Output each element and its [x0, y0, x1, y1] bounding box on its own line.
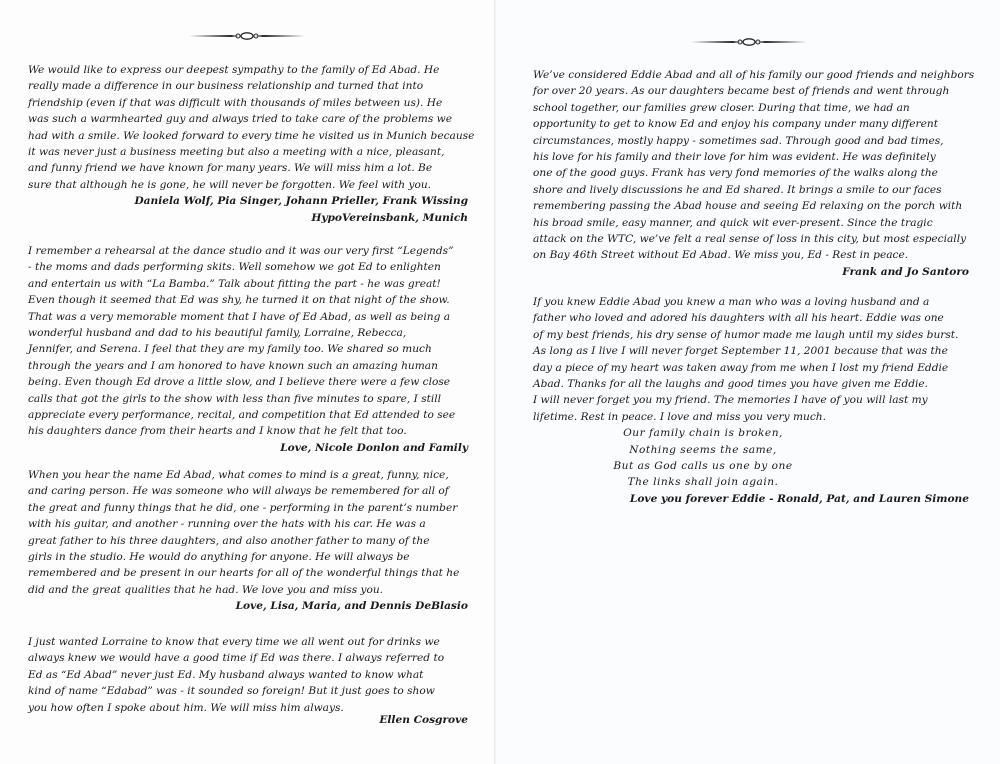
tribute-simone [533, 294, 969, 507]
tribute-line: of my best friends, his dry sense of humor made me laugh until my sides burst. [533, 328, 959, 341]
tribute-wolf [28, 62, 475, 226]
tribute-line: lifetime. Rest in peace. I love and miss you very much. [533, 410, 826, 423]
poem-line: Our family chain is broken, [623, 427, 783, 440]
poem [533, 425, 873, 491]
tribute-line: I just wanted Lorraine to know that every time we all went out for drinks we [28, 636, 440, 648]
tribute-line: remembered and be present in our hearts for all of the wonderful things that he [28, 567, 460, 580]
tribute-line: with his guitar, and another - running over the hats with his car. He was a [28, 518, 426, 531]
tribute-line: We’ve considered Eddie Abad and all of his family our good friends and neighbors [533, 69, 975, 81]
tribute-line: shore and lively discussions he and Ed shared. It brings a smile to our faces [533, 183, 942, 196]
tribute-line: calls that got the girls to the show with less than five minutes to spare, I still [28, 392, 442, 405]
tribute-line: I remember a rehearsal at the dance studio and it was our very first “Legends” [28, 245, 454, 257]
tribute-line: That was a very memorable moment that I have of Ed Abad, as well as being a [28, 310, 451, 323]
tribute-line: wonderful husband and dad to his beautiful family, Lorraine, Rebecca, [28, 327, 407, 340]
tribute-line: Even though it seemed that Ed was shy, he turned it on that night of the show. [28, 294, 450, 307]
poem-line: The links shall join again. [627, 476, 779, 489]
poem-line: Nothing seems the same, [629, 443, 777, 456]
tribute-line: school together, our families grew closer. During that time, we had an [533, 101, 910, 114]
ornament-divider-icon [689, 37, 809, 47]
left-page [0, 0, 496, 764]
tribute-line: girls in the studio. He would do anything for anyone. He will always be [28, 551, 410, 564]
tribute-line: did and the great qualities that he had. We love you and miss you. [28, 583, 384, 596]
tribute-signature: Ellen Cosgrove [379, 714, 468, 727]
tribute-line: circumstances, mostly happy - sometimes sad. Through good and bad times, [533, 134, 944, 147]
tribute-line: the great and funny things that he did, one - performing in the parent’s number [28, 501, 458, 514]
tribute-line: for over 20 years. As our daughters became best of friends and went through [533, 85, 950, 98]
tribute-santoro [533, 67, 975, 280]
tribute-line: and entertain us with “La Bamba.” Talk about fitting the part - he was great! [28, 277, 441, 290]
right-page [496, 0, 1000, 764]
tribute-signature: Love you forever Eddie - Ronald, Pat, and Lauren Simone [629, 492, 969, 505]
tribute-line: If you knew Eddie Abad you knew a man who was a loving husband and a [533, 296, 930, 308]
tribute-line: friendship (even if that was difficult with thousands of miles between us). He [28, 96, 443, 109]
tribute-line: - the moms and dads performing skits. Well somehow we got Ed to enlighten [28, 261, 441, 274]
tribute-line: I will never forget you my friend. The memories I have of you will last my [533, 394, 928, 407]
tribute-signature: HypoVereinsbank, Munich [311, 211, 468, 224]
tribute-line: had with a smile. We looked forward to every time he visited us in Munich because [28, 129, 475, 142]
tribute-line: it was never just a business meeting but also a meeting with a nice, pleasant, [28, 146, 445, 159]
poem-line: But as God calls us one by one [613, 460, 793, 473]
tribute-line: his broad smile, easy manner, and quick wit ever-present. Since the tragic [533, 216, 933, 229]
tribute-signature: Love, Lisa, Maria, and Dennis DeBlasio [235, 600, 468, 613]
tribute-signature: Love, Nicole Donlon and Family [280, 441, 468, 454]
tribute-line: really made a difference in our business relationship and turned that into [28, 80, 424, 93]
tribute-line: sure that although he is gone, he will never be forgotten. We feel with you. [28, 178, 432, 191]
tribute-donlon [28, 243, 468, 456]
tribute-line: was such a warmhearted guy and always tried to take care of the problems we [28, 113, 452, 126]
tribute-line: attack on the WTC, we’ve felt a real sense of loss in this city, but most especially [533, 233, 967, 246]
tribute-line: you how often I spoke about him. We will miss him always. [28, 701, 344, 714]
ornament-divider-icon [187, 31, 307, 41]
tribute-line: day a piece of my heart was taken away from me when I lost my friend Eddie [533, 361, 949, 374]
tribute-line: appreciate every performance, recital, and competition that Ed attended to see [28, 409, 456, 422]
tribute-cosgrove [28, 634, 468, 728]
tribute-line: opportunity to get to know Ed and enjoy his company under many different [533, 118, 938, 131]
tribute-line: Abad. Thanks for all the laughs and good times you have given me Eddie. [533, 378, 929, 391]
tribute-line: on Bay 46th Street without Ed Abad. We miss you, Ed - Rest in peace. [533, 249, 909, 262]
tribute-line: one of the good guys. Frank has very fond memories of the walks along the [533, 167, 938, 180]
tribute-line: We would like to express our deepest sympathy to the family of Ed Abad. He [28, 64, 440, 76]
tribute-signature: Frank and Jo Santoro [842, 265, 969, 278]
tribute-line: Ed as “Ed Abad” never just Ed. My husband always wanted to know what [28, 668, 424, 681]
tribute-line: kind of name “Edabad” was - it sounded so foreign! But it just goes to show [28, 685, 435, 698]
tribute-line: his love for his family and their love for him was evident. He was definitely [533, 151, 936, 164]
tribute-line: As long as I live I will never forget September 11, 2001 because that was the [533, 345, 948, 358]
tribute-line: being. Even though Ed drove a little slow, and I believe there were a few close [28, 376, 451, 389]
tribute-line: father who loved and adored his daughters with all his heart. Eddie was one [533, 312, 944, 325]
tribute-line: Jennifer, and Serena. I feel that they are my family too. We shared so much [28, 343, 432, 356]
tribute-line: remembering passing the Abad house and seeing Ed relaxing on the porch with [533, 200, 963, 213]
tribute-line: his daughters dance from their hearts and I know that he felt that too. [28, 425, 407, 438]
tribute-deblasio [28, 467, 468, 615]
tribute-line: through the years and I am honored to have known such an amazing human [28, 359, 438, 372]
tribute-line: always knew we would have a good time if Ed was there. I always referred to [28, 652, 445, 665]
tribute-line: and funny friend we have known for many years. We will miss him a lot. Be [28, 162, 433, 175]
tribute-line: When you hear the name Ed Abad, what comes to mind is a great, funny, nice, [28, 469, 449, 481]
tribute-signature: Daniela Wolf, Pia Singer, Johann Prieller, Frank Wissing [134, 195, 468, 208]
tribute-line: great father to his three daughters, and also another father to many of the [28, 534, 430, 547]
tribute-line: and caring person. He was someone who will always be remembered for all of [28, 485, 449, 498]
